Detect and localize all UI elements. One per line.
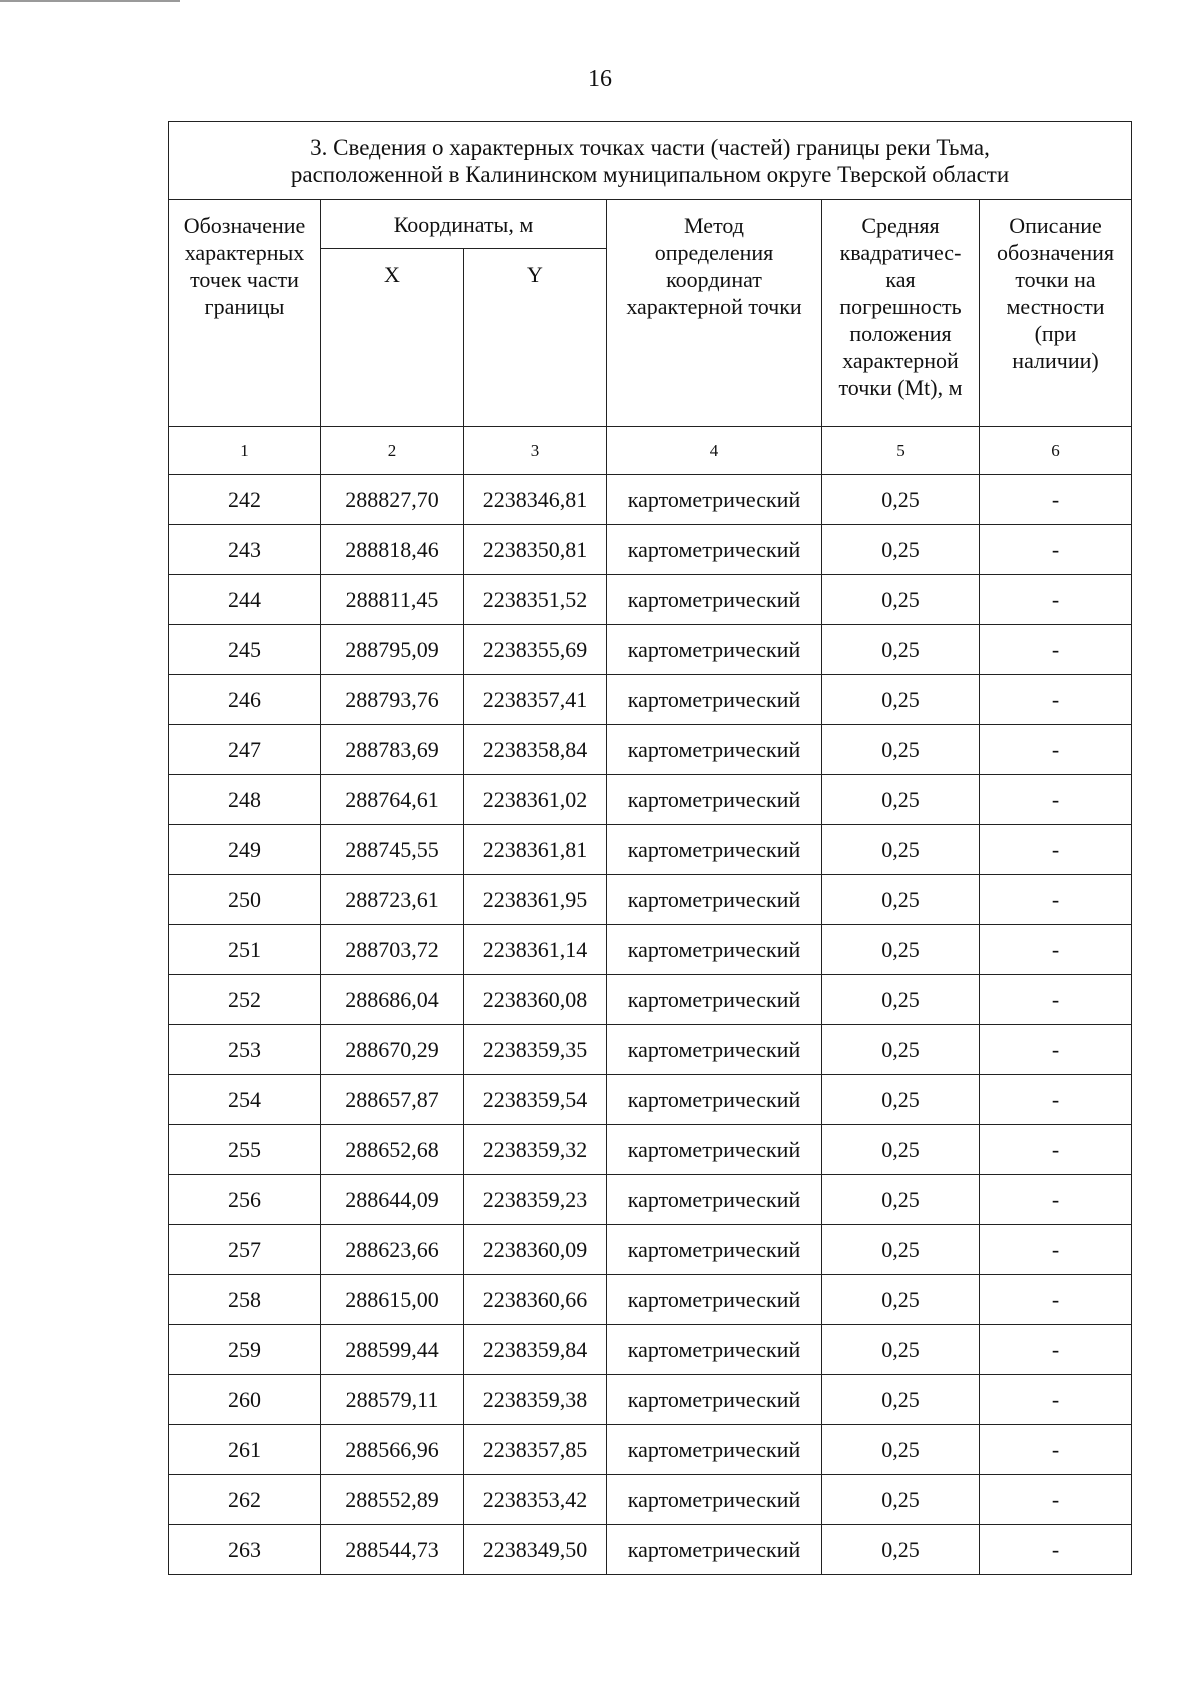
method-cell: картометрический <box>607 1375 822 1425</box>
error-cell: 0,25 <box>822 825 980 875</box>
error-cell: 0,25 <box>822 1425 980 1475</box>
table-row <box>169 525 1132 575</box>
description-cell: - <box>980 1425 1132 1475</box>
x-coordinate-cell: 288723,61 <box>321 875 464 925</box>
description-cell: - <box>980 1475 1132 1525</box>
description-cell: - <box>980 475 1132 525</box>
table-title-row <box>169 122 1132 200</box>
x-coordinate-cell: 288745,55 <box>321 825 464 875</box>
method-cell: картометрический <box>607 825 822 875</box>
y-coordinate-cell: 2238353,42 <box>464 1475 607 1525</box>
error-cell: 0,25 <box>822 1475 980 1525</box>
y-coordinate-cell: 2238346,81 <box>464 475 607 525</box>
method-cell: картометрический <box>607 775 822 825</box>
description-cell: - <box>980 1275 1132 1325</box>
table-row <box>169 1125 1132 1175</box>
y-coordinate-cell: 2238359,38 <box>464 1375 607 1425</box>
table-title-line-1: 3. Сведения о характерных точках части (частей) границы реки Тьма, <box>310 134 990 160</box>
description-cell: - <box>980 675 1132 725</box>
method-cell: картометрический <box>607 1475 822 1525</box>
description-cell: - <box>980 875 1132 925</box>
x-coordinate-cell: 288552,89 <box>321 1475 464 1525</box>
scan-edge-line <box>0 0 180 2</box>
method-cell: картометрический <box>607 1525 822 1575</box>
error-cell: 0,25 <box>822 1275 980 1325</box>
y-coordinate-cell: 2238350,81 <box>464 525 607 575</box>
method-cell: картометрический <box>607 625 822 675</box>
table-row <box>169 875 1132 925</box>
table-row <box>169 725 1132 775</box>
description-cell: - <box>980 1375 1132 1425</box>
y-coordinate-cell: 2238357,85 <box>464 1425 607 1475</box>
header-text: точки на <box>1015 267 1096 292</box>
y-coordinate-cell: 2238351,52 <box>464 575 607 625</box>
table-row <box>169 1275 1132 1325</box>
point-id-cell: 248 <box>169 775 321 825</box>
method-cell: картометрический <box>607 725 822 775</box>
header-text: определения <box>654 240 774 265</box>
y-coordinate-cell: 2238361,14 <box>464 925 607 975</box>
error-cell: 0,25 <box>822 775 980 825</box>
method-cell: картометрический <box>607 475 822 525</box>
table-title-line-2: расположенной в Калининском муниципальном округе Тверской области <box>290 161 1010 187</box>
header-text: характерной точки <box>626 294 802 319</box>
header-text: Обозначение <box>183 213 306 238</box>
error-cell: 0,25 <box>822 525 980 575</box>
header-mean-square-error <box>822 200 980 427</box>
description-cell: - <box>980 575 1132 625</box>
error-cell: 0,25 <box>822 1375 980 1425</box>
point-id-cell: 251 <box>169 925 321 975</box>
error-cell: 0,25 <box>822 1025 980 1075</box>
method-cell: картометрический <box>607 1175 822 1225</box>
header-text: координат <box>666 267 762 292</box>
y-coordinate-cell: 2238358,84 <box>464 725 607 775</box>
point-id-cell: 257 <box>169 1225 321 1275</box>
table-row <box>169 925 1132 975</box>
table-row <box>169 1075 1132 1125</box>
x-coordinate-cell: 288818,46 <box>321 525 464 575</box>
error-cell: 0,25 <box>822 575 980 625</box>
table-row <box>169 1425 1132 1475</box>
header-row-1 <box>169 200 1132 249</box>
table-row <box>169 475 1132 525</box>
boundary-points-table <box>168 121 1132 1575</box>
header-text: Описание <box>1009 213 1102 238</box>
table-body <box>169 475 1132 1575</box>
error-cell: 0,25 <box>822 875 980 925</box>
table-row <box>169 825 1132 875</box>
column-number: 4 <box>607 427 822 475</box>
method-cell: картометрический <box>607 525 822 575</box>
error-cell: 0,25 <box>822 725 980 775</box>
method-cell: картометрический <box>607 1225 822 1275</box>
y-coordinate-cell: 2238359,84 <box>464 1325 607 1375</box>
header-text: характерной <box>842 348 959 373</box>
point-id-cell: 255 <box>169 1125 321 1175</box>
description-cell: - <box>980 625 1132 675</box>
error-cell: 0,25 <box>822 1325 980 1375</box>
header-text: характерных <box>184 240 305 265</box>
description-cell: - <box>980 1325 1132 1375</box>
header-method <box>607 200 822 427</box>
y-coordinate-cell: 2238360,08 <box>464 975 607 1025</box>
table-row <box>169 1175 1132 1225</box>
y-coordinate-cell: 2238361,81 <box>464 825 607 875</box>
point-id-cell: 259 <box>169 1325 321 1375</box>
table-row <box>169 1325 1132 1375</box>
point-id-cell: 247 <box>169 725 321 775</box>
description-cell: - <box>980 1125 1132 1175</box>
error-cell: 0,25 <box>822 1075 980 1125</box>
x-coordinate-cell: 288764,61 <box>321 775 464 825</box>
header-description <box>980 200 1132 427</box>
description-cell: - <box>980 925 1132 975</box>
method-cell: картометрический <box>607 1025 822 1075</box>
x-coordinate-cell: 288644,09 <box>321 1175 464 1225</box>
description-cell: - <box>980 975 1132 1025</box>
error-cell: 0,25 <box>822 475 980 525</box>
y-coordinate-cell: 2238359,32 <box>464 1125 607 1175</box>
x-coordinate-cell: 288827,70 <box>321 475 464 525</box>
header-text: границы <box>204 294 285 319</box>
table-row <box>169 1525 1132 1575</box>
header-text: Метод <box>684 213 744 238</box>
header-point-designation <box>169 200 321 427</box>
method-cell: картометрический <box>607 1425 822 1475</box>
table-row <box>169 1025 1132 1075</box>
description-cell: - <box>980 825 1132 875</box>
header-text: обозначения <box>996 240 1115 265</box>
point-id-cell: 246 <box>169 675 321 725</box>
point-id-cell: 243 <box>169 525 321 575</box>
point-id-cell: 242 <box>169 475 321 525</box>
column-number: 1 <box>169 427 321 475</box>
method-cell: картометрический <box>607 675 822 725</box>
description-cell: - <box>980 1525 1132 1575</box>
column-number: 5 <box>822 427 980 475</box>
table-row <box>169 1225 1132 1275</box>
y-coordinate-cell: 2238359,35 <box>464 1025 607 1075</box>
point-id-cell: 254 <box>169 1075 321 1125</box>
table-row <box>169 775 1132 825</box>
method-cell: картометрический <box>607 1125 822 1175</box>
point-id-cell: 263 <box>169 1525 321 1575</box>
header-y: Y <box>464 249 607 427</box>
x-coordinate-cell: 288657,87 <box>321 1075 464 1125</box>
description-cell: - <box>980 1175 1132 1225</box>
method-cell: картометрический <box>607 1275 822 1325</box>
page-number: 16 <box>588 66 612 92</box>
x-coordinate-cell: 288793,76 <box>321 675 464 725</box>
description-cell: - <box>980 1225 1132 1275</box>
error-cell: 0,25 <box>822 1125 980 1175</box>
x-coordinate-cell: 288566,96 <box>321 1425 464 1475</box>
column-number: 6 <box>980 427 1132 475</box>
point-id-cell: 261 <box>169 1425 321 1475</box>
header-text: Средняя <box>861 213 940 238</box>
x-coordinate-cell: 288811,45 <box>321 575 464 625</box>
point-id-cell: 249 <box>169 825 321 875</box>
x-coordinate-cell: 288615,00 <box>321 1275 464 1325</box>
x-coordinate-cell: 288783,69 <box>321 725 464 775</box>
table-row <box>169 1375 1132 1425</box>
x-coordinate-cell: 288599,44 <box>321 1325 464 1375</box>
error-cell: 0,25 <box>822 675 980 725</box>
table-row <box>169 625 1132 675</box>
table-row <box>169 675 1132 725</box>
error-cell: 0,25 <box>822 625 980 675</box>
point-id-cell: 245 <box>169 625 321 675</box>
column-number: 3 <box>464 427 607 475</box>
header-text: местности <box>1006 294 1105 319</box>
error-cell: 0,25 <box>822 1525 980 1575</box>
point-id-cell: 260 <box>169 1375 321 1425</box>
header-text: погрешность <box>839 294 962 319</box>
column-number: 2 <box>321 427 464 475</box>
y-coordinate-cell: 2238359,23 <box>464 1175 607 1225</box>
header-x: X <box>321 249 464 427</box>
x-coordinate-cell: 288686,04 <box>321 975 464 1025</box>
method-cell: картометрический <box>607 575 822 625</box>
error-cell: 0,25 <box>822 925 980 975</box>
point-id-cell: 262 <box>169 1475 321 1525</box>
header-text: точки (Mt), м <box>838 375 963 400</box>
point-id-cell: 252 <box>169 975 321 1025</box>
method-cell: картометрический <box>607 1075 822 1125</box>
x-coordinate-cell: 288670,29 <box>321 1025 464 1075</box>
table-row <box>169 975 1132 1025</box>
description-cell: - <box>980 1025 1132 1075</box>
y-coordinate-cell: 2238360,66 <box>464 1275 607 1325</box>
header-text: наличии) <box>1012 348 1099 373</box>
y-coordinate-cell: 2238357,41 <box>464 675 607 725</box>
point-id-cell: 250 <box>169 875 321 925</box>
error-cell: 0,25 <box>822 1175 980 1225</box>
error-cell: 0,25 <box>822 975 980 1025</box>
y-coordinate-cell: 2238359,54 <box>464 1075 607 1125</box>
table-row <box>169 575 1132 625</box>
y-coordinate-cell: 2238361,02 <box>464 775 607 825</box>
table-title <box>169 122 1132 200</box>
description-cell: - <box>980 775 1132 825</box>
header-text: (при <box>1034 321 1077 346</box>
description-cell: - <box>980 525 1132 575</box>
point-id-cell: 253 <box>169 1025 321 1075</box>
method-cell: картометрический <box>607 925 822 975</box>
point-id-cell: 256 <box>169 1175 321 1225</box>
method-cell: картометрический <box>607 1325 822 1375</box>
error-cell: 0,25 <box>822 1225 980 1275</box>
point-id-cell: 244 <box>169 575 321 625</box>
column-numbers-row <box>169 427 1132 475</box>
header-text: положения <box>849 321 952 346</box>
description-cell: - <box>980 1075 1132 1125</box>
x-coordinate-cell: 288623,66 <box>321 1225 464 1275</box>
y-coordinate-cell: 2238355,69 <box>464 625 607 675</box>
x-coordinate-cell: 288703,72 <box>321 925 464 975</box>
table-row <box>169 1475 1132 1525</box>
header-coordinates: Координаты, м <box>321 200 607 249</box>
y-coordinate-cell: 2238349,50 <box>464 1525 607 1575</box>
y-coordinate-cell: 2238361,95 <box>464 875 607 925</box>
description-cell: - <box>980 725 1132 775</box>
header-text: точек части <box>190 267 299 292</box>
x-coordinate-cell: 288652,68 <box>321 1125 464 1175</box>
y-coordinate-cell: 2238360,09 <box>464 1225 607 1275</box>
point-id-cell: 258 <box>169 1275 321 1325</box>
x-coordinate-cell: 288795,09 <box>321 625 464 675</box>
x-coordinate-cell: 288544,73 <box>321 1525 464 1575</box>
x-coordinate-cell: 288579,11 <box>321 1375 464 1425</box>
header-text: квадратичес- <box>839 240 962 265</box>
method-cell: картометрический <box>607 875 822 925</box>
method-cell: картометрический <box>607 975 822 1025</box>
header-text: кая <box>885 267 916 292</box>
